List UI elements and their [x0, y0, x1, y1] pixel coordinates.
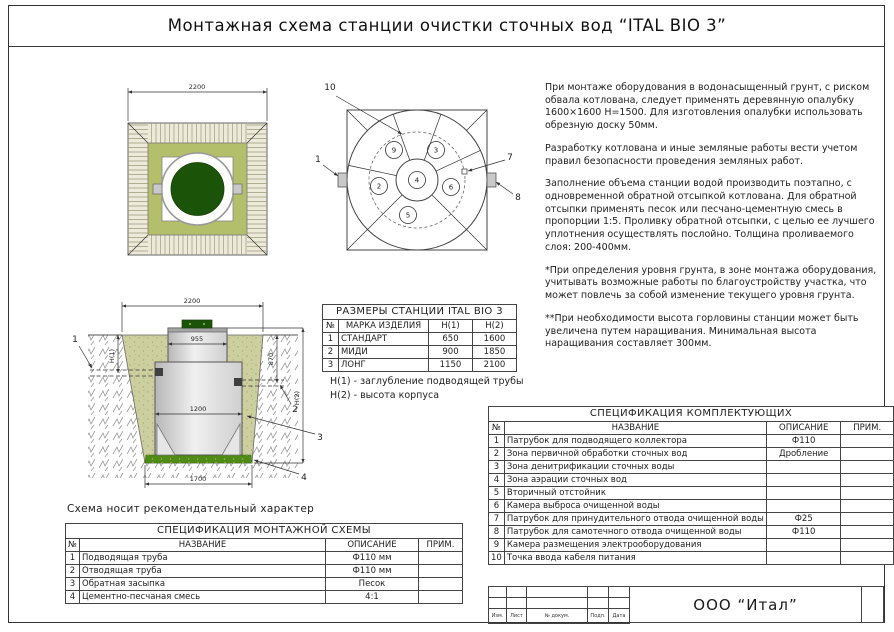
callout-2: 2 [292, 405, 298, 415]
title-block-grid [488, 586, 630, 624]
recommendation-note: Схема носит рекомендательный характер [67, 503, 315, 515]
table-row: 1 Подводящая труба Ф110 мм [66, 552, 463, 565]
note-paragraph: *При определения уровня грунта, в зоне монтажа оборудования, учитывать возможные работы по благоустройству участка, что может повлечь за собой изменение текущего уровня грунта. [545, 264, 877, 302]
table-row: 1 СТАНДАРТ 650 1600 [323, 333, 517, 346]
inlet-pipe [155, 368, 163, 376]
table-header-row: № НАЗВАНИЕ ОПИСАНИЕ ПРИМ. [489, 422, 894, 435]
title-divider [8, 46, 885, 47]
zone-2: 2 [376, 182, 382, 191]
inlet-stub [338, 173, 347, 187]
zone-9: 9 [391, 146, 397, 155]
table-row: 3 Зона денитрификации сточных воды [489, 461, 894, 474]
h2-dim: Н(2) [293, 390, 301, 406]
callout-1: 1 [315, 155, 321, 165]
tank-lid [168, 328, 227, 332]
zone-6: 6 [448, 183, 454, 192]
company-name: ООО “Итал” [630, 586, 862, 623]
zone-4: 4 [414, 176, 420, 185]
callout-10: 10 [324, 83, 336, 93]
table-row: 4 Зона аэрации сточных вод [489, 474, 894, 487]
callout-1: 1 [72, 335, 78, 345]
callout-4: 4 [301, 473, 307, 483]
sizes-table-title: РАЗМЕРЫ СТАНЦИИ ITAL BIO 3 [323, 305, 517, 320]
table-row: 2 МИДИ 900 1850 [323, 346, 517, 359]
table-row: 4 Цементно-песчаная смесь 4:1 [66, 591, 463, 604]
title-block-labels: Изм. Лист № докум. Подп. Дата [489, 609, 630, 624]
neck-dim: 955 [190, 335, 204, 343]
note-paragraph: Разработку котлована и иные земляные работы вести учетом правил безопасности проведения земляных работ. [545, 142, 858, 167]
station-lid [171, 163, 224, 216]
plan-view-drawing [100, 78, 290, 264]
table-row: 3 ЛОНГ 1150 2100 [323, 359, 517, 372]
tank-neck [168, 328, 227, 362]
table-row: 2 Зона первичной обработки сточных вод Дробление [489, 448, 894, 461]
table-row: 3 Обратная засыпка Песок [66, 578, 463, 591]
table-row: 2 Отводящая труба Ф110 мм [66, 565, 463, 578]
outlet-stub [233, 184, 242, 194]
callout-3: 3 [317, 433, 323, 443]
outlet-stub [487, 173, 496, 187]
outlet-pipe [234, 378, 242, 386]
section-view-drawing [56, 290, 336, 502]
montage-spec-table [65, 523, 463, 604]
table-row: 1 Патрубок для подводящего коллектора Ф110 [489, 435, 894, 448]
callout-8: 8 [515, 193, 521, 203]
components-table-title: СПЕЦИФИКАЦИЯ КОМПЛЕКТУЮЩИХ [489, 407, 894, 422]
top-view-drawing [298, 70, 528, 268]
inlet-stub [153, 184, 162, 194]
inlet-depth-dim: 870 [267, 352, 275, 366]
h2-legend: Н(2) - высота корпуса [330, 390, 440, 401]
forced-outlet-point [462, 169, 467, 174]
h1-legend: Н(1) - заглубление подводящей трубы [330, 376, 524, 387]
table-row: 5 Вторичный отстойник [489, 487, 894, 500]
callout-7: 7 [507, 153, 513, 163]
zone-3: 3 [433, 146, 439, 155]
body-dim: 1200 [189, 405, 207, 413]
note-paragraph: При монтаже оборудования в водонасыщенный грунт, с риском обвала котлована, следует применять деревянную опалубку 1600×1600 Н=1500. Для изготовления опалубки использовать обрезную доску 50мм. [545, 82, 870, 132]
installation-notes [545, 82, 878, 361]
zone-5: 5 [405, 211, 411, 220]
table-row: 8 Патрубок для самотечного отвода очищенной воды Ф110 [489, 526, 894, 539]
note-paragraph: Заполнение объема станции водой производить поэтапно, с одновременной обратной отсыпкой котлована. Для обратной отсыпки применять песок или песчано-цементную смесь в пропорции 1:5. Проливку обратной отсыпки, с целью ее лучшего уплотнения осуществлять послойно. Толщина проливаемого слоя: 200-400мм. [545, 178, 875, 253]
tank-cap [182, 320, 212, 328]
table-row: 6 Камера выброса очищенной воды [489, 500, 894, 513]
table-header-row: № МАРКА ИЗДЕЛИЯ Н(1) Н(2) [323, 320, 517, 333]
components-spec-table [488, 406, 894, 565]
table-row: 7 Патрубок для принудительного отвода очищенной воды Ф25 [489, 513, 894, 526]
table-row: 10 Точка ввода кабеля питания [489, 552, 894, 565]
title-block-end-cell [862, 586, 884, 623]
table-row: 9 Камера размещения электрооборудования [489, 539, 894, 552]
title-block [488, 586, 884, 623]
sizes-table [322, 304, 517, 372]
note-paragraph: **При необходимости высота горловины станции может быть увеличена путем наращивания. Минимальная высота наращивания составляет 300мм. [545, 312, 859, 350]
base-dim: 1700 [189, 475, 207, 483]
table-header-row: № НАЗВАНИЕ ОПИСАНИЕ ПРИМ. [66, 539, 463, 552]
plan-width-dim: 2200 [188, 83, 206, 91]
montage-table-title: СПЕЦИФИКАЦИЯ МОНТАЖНОЙ СХЕМЫ [66, 524, 463, 539]
section-width-dim: 2200 [183, 297, 201, 305]
page-title: Монтажная схема станции очистки сточных вод “ITAL BIO 3” [167, 16, 727, 35]
h1-dim: Н(1) [108, 348, 116, 364]
